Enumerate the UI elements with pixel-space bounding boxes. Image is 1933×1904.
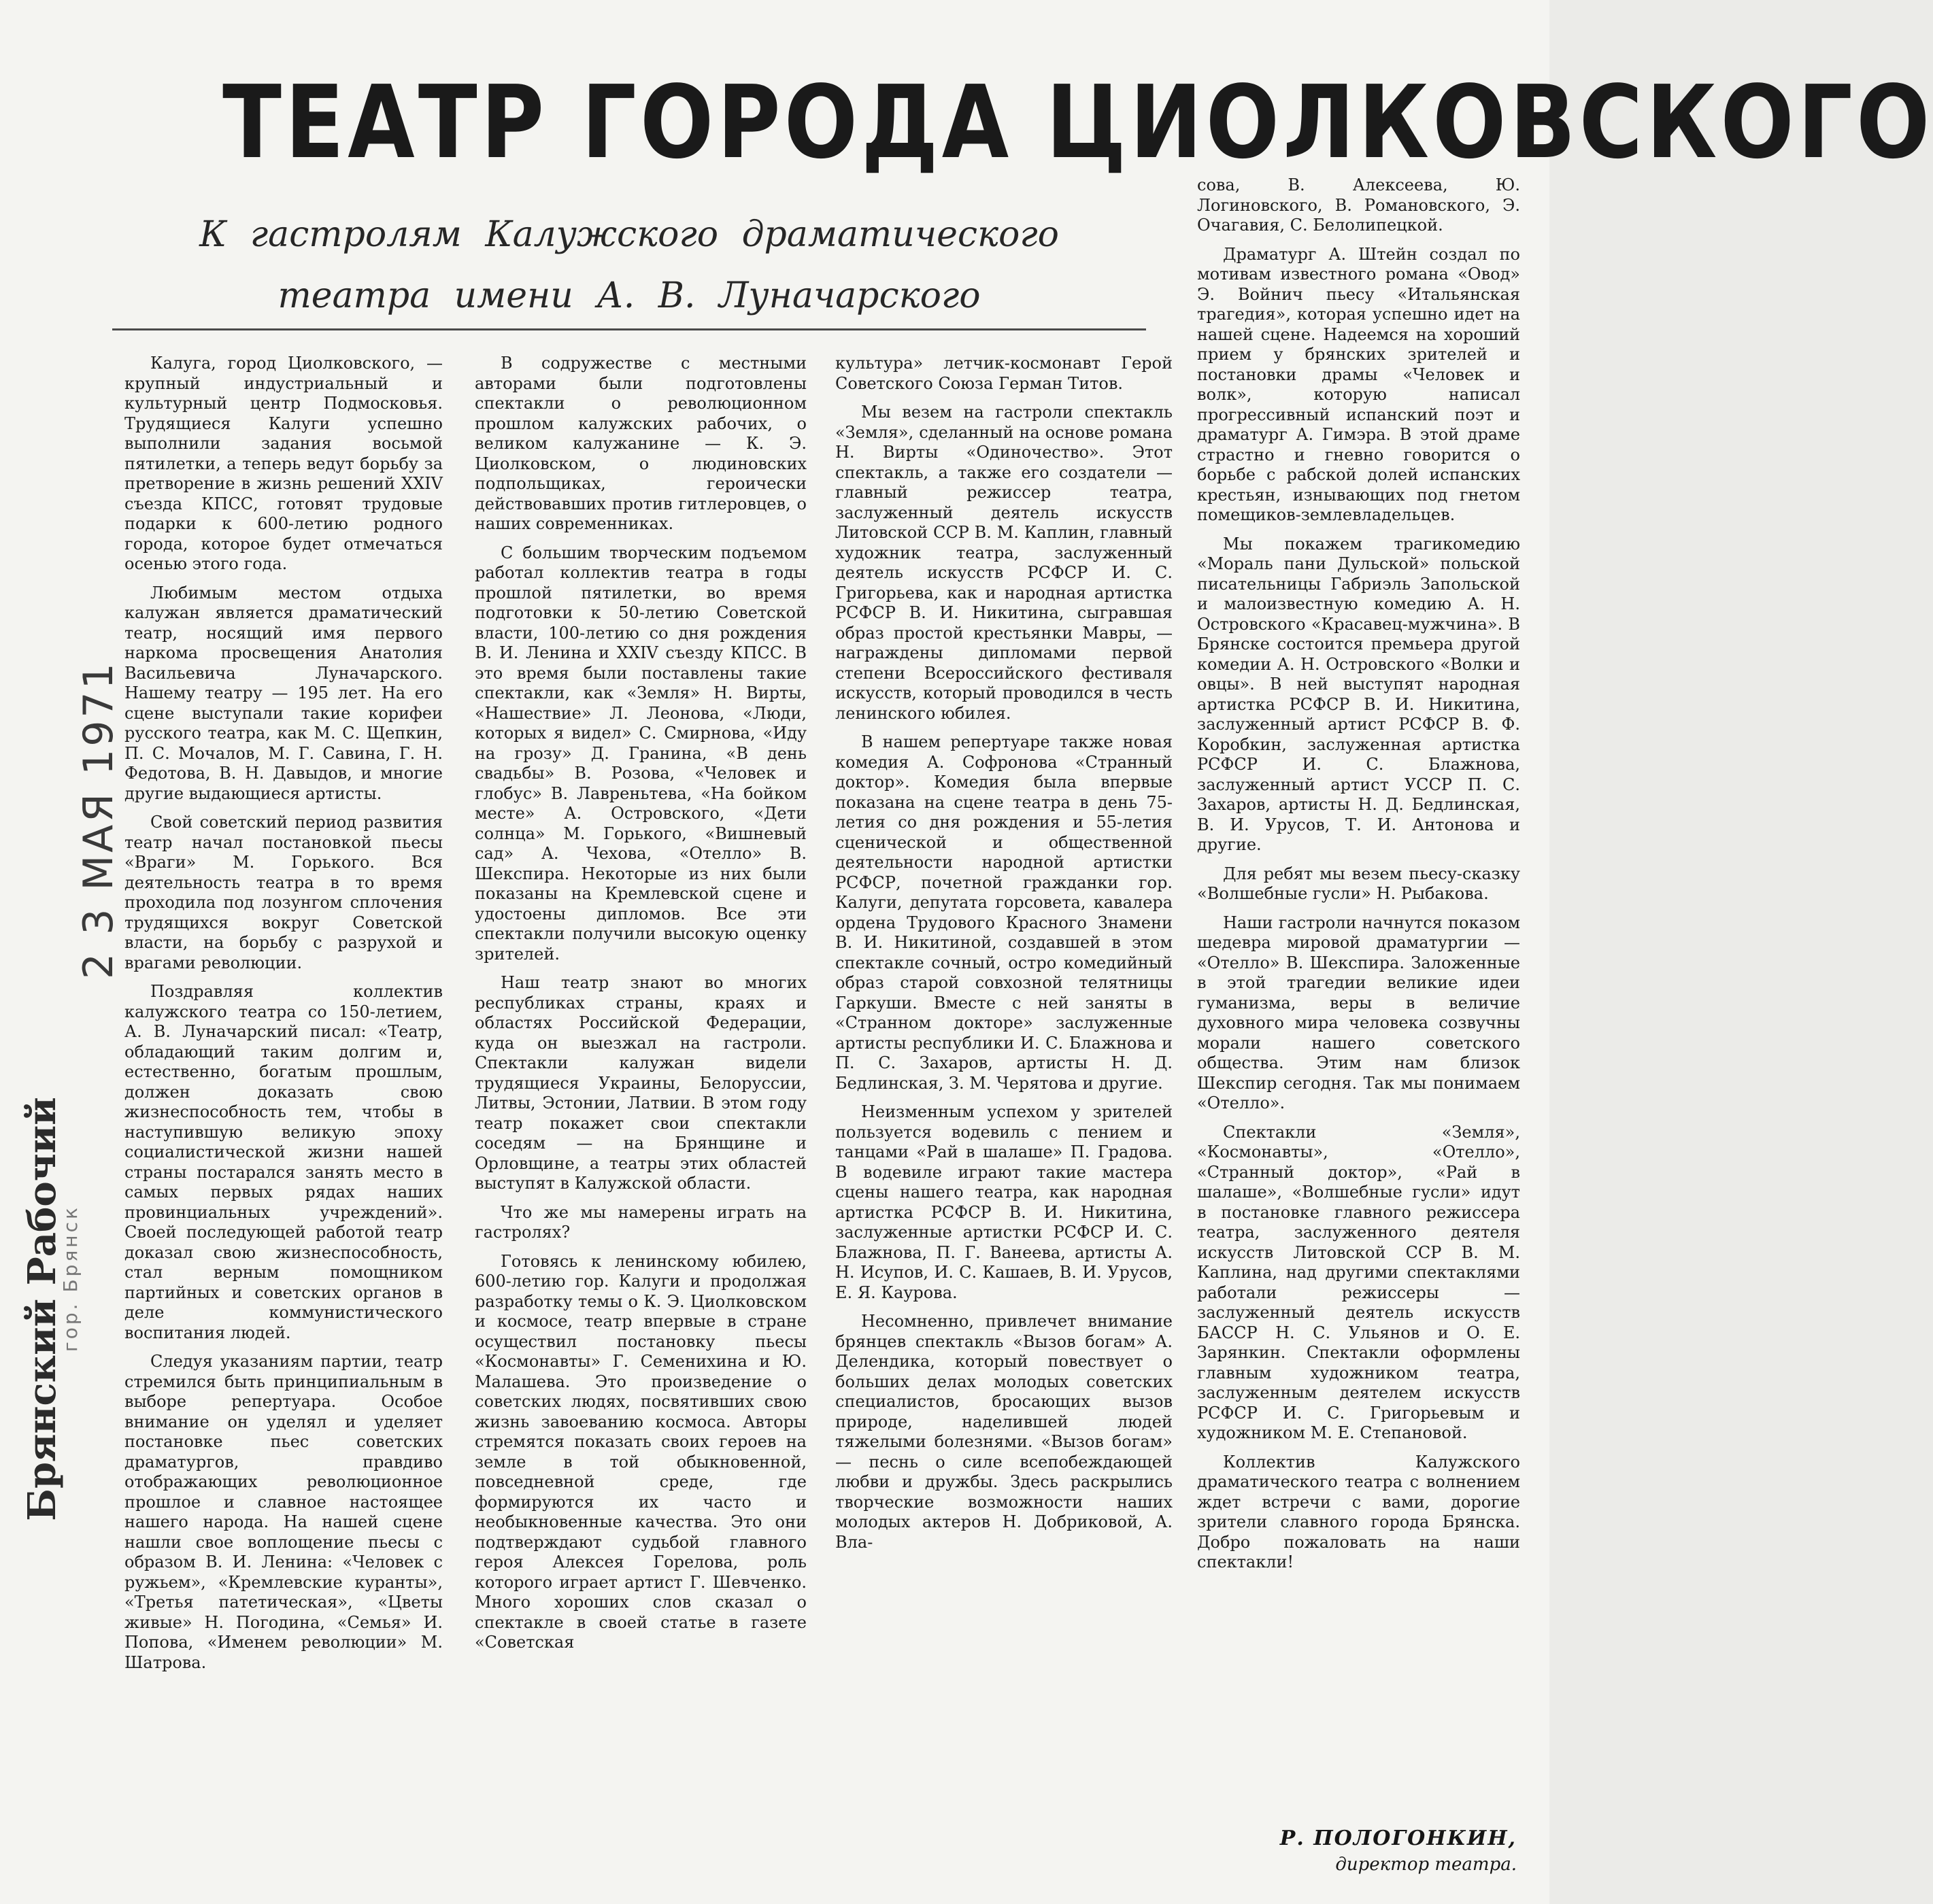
date-stamp: 2 3 МАЯ 1971 <box>75 660 122 979</box>
paragraph: Что же мы намерены играть на гастролях? <box>475 1202 807 1242</box>
paragraph: Свой советский период развития театр начал постановкой пьесы «Враги» М. Горького. Вся деятельность театра в то время проходила под лозунгом сплочения трудящихся вокруг Советской власти, на борьбу с разрухой и врагами революции. <box>124 813 443 972</box>
paragraph: Мы покажем трагикомедию «Мораль пани Дульской» польской писательницы Габриэль Запольской и малоизвестную комедию А. Н. Островского «Красавец-мужчина». В Брянске состоится премьера другой комедии А. Н. Островского «Волки и овцы». В ней выступят народная артистка РСФСР В. И. Никитина, заслуженный артист РСФСР В. Ф. Коробкин, заслуженная артистка РСФСР И. С. Блажнова, заслуженный артист УССР П. С. Захаров, артисты Н. Д. Бедлинская, В. И. Урусов, Т. И. Антонова и другие. <box>1197 534 1520 854</box>
paragraph: Неизменным успехом у зрителей пользуется водевиль с пением и танцами «Рай в шалаше» П. Градова. В водевиле играют такие мастера сцены нашего театра, как народная артистка РСФСР В. И. Никитина, заслуженные артистки РСФСР И. С. Блажнова, П. Г. Ванеева, артисты А. Н. Исупов, И. С. Кашаев, В. И. Урусов, Е. Я. Каурова. <box>835 1102 1173 1302</box>
article-subheading <box>112 204 1146 326</box>
text-column-4 <box>1197 175 1520 1733</box>
author-role: директор театра. <box>1335 1854 1517 1875</box>
author-signature <box>1238 1825 1517 1877</box>
paragraph: Несомненно, привлечет внимание брянцев спектакль «Вызов богам» А. Делендика, который повествует о больших делах молодых советских специалистов, бросающих вызов природе, наделившей людей тяжелыми болезнями. «Вызов богам» — песнь о силе всепобеждающей любви и дружбы. Здесь раскрылись творческие возможности наших молодых актеров Н. Добриковой, А. Вла- <box>835 1312 1173 1552</box>
subheading-line-1: К гастролям Калужского драматического <box>199 214 1059 255</box>
subheading-line-2: театра имени А. В. Луначарского <box>278 275 981 316</box>
paragraph: Любимым местом отдыха калужан является драматический театр, носящий имя первого наркома просвещения Анатолия Васильевича Луначарского. Нашему театру — 195 лет. На его сцене выступали такие корифеи русского театра, как М. С. Щепкин, П. С. Мочалов, М. Г. Савина, Г. Н. Федотова, В. Н. Давыдов, и многие другие выдающиеся артисты. <box>124 583 443 803</box>
newspaper-city: гор. Брянск <box>59 1205 82 1352</box>
paragraph: Следуя указаниям партии, театр стремился быть принципиальным в выборе репертуара. Особое внимание он уделял и уделяет постановке пьес советских драматургов, правдиво отображающих революционное прошлое и славное настоящее нашего народа. На нашей сцене нашли свое воплощение пьесы с образом В. И. Ленина: «Человек с ружьем», «Кремлевские куранты», «Третья патетическая», «Цветы живые» Н. Погодина, «Семья» И. Попова, «Именем революции» М. Шатрова. <box>124 1352 443 1672</box>
subheading-rule <box>112 328 1146 330</box>
paragraph: культура» летчик-космонавт Герой Советского Союза Герман Титов. <box>835 354 1173 393</box>
paragraph: Драматург А. Штейн создал по мотивам известного романа «Овод» Э. Войнич пьесу «Итальянская трагедия», которая успешно идет на нашей сцене. Надеемся на хороший прием у брянских зрителей и постановки драмы «Человек и волк», которую написал прогрессивный испанский поэт и драматург А. Гимэра. В этой драме страстно и гневно говорится о борьбе с рабской долей испанских крестьян, изнывающих под гнетом помещиков-землевладельцев. <box>1197 244 1520 524</box>
paragraph: В нашем репертуаре также новая комедия А. Софронова «Странный доктор». Комедия была впервые показана на сцене театра в день 75-летия со дня рождения и 55-летия сценической и общественной деятельности народной артистки РСФСР, почетной гражданки гор. Калуги, депутата горсовета, кавалера ордена Трудового Красного Знамени В. И. Никитиной, создавшей в этом спектакле сочный, остро комедийный образ старой совхозной телятницы Гаркуши. Вместе с ней заняты в «Странном докторе» заслуженные артисты республики И. С. Блажнова и П. С. Захаров, артисты Н. Д. Бедлинская, З. М. Черятова и другие. <box>835 732 1173 1093</box>
newspaper-name: Брянский Рабочий <box>20 1097 65 1521</box>
paragraph: Поздравляя коллектив калужского театра со 150-летием, А. В. Луначарский писал: «Театр, обладающий таким долгим и, естественно, богатым прошлым, должен доказать свою жизнеспособность тем, чтобы в наступившую великую эпоху социалистической жизни нашей страны постарался занять место в самых первых рядах наших провинциальных учреждений». Своей последующей работой театр доказал свою жизнеспособность, стал верным помощником партийных и советских органов в деле коммунистического воспитания людей. <box>124 982 443 1342</box>
text-column-2 <box>475 354 807 1875</box>
paragraph: С большим творческим подъемом работал коллектив театра в годы прошлой пятилетки, во время подготовки к 50-летию Советской власти, 100-летию со дня рождения В. И. Ленина и XXIV съезду КПСС. В это время были поставлены такие спектакли, как «Земля» Н. Вирты, «Нашествие» Л. Леонова, «Люди, которых я видел» С. Смирнова, «Иду на грозу» Д. Гранина, «В день свадьбы» В. Розова, «Человек и глобус» В. Лавреньтева, «На бойком месте» А. Островского, «Дети солнца» М. Горького, «Вишневый сад» А. Чехова, «Отелло» В. Шекспира. Некоторые из них были показаны на Кремлевской сцене и удостоены дипломов. Все эти спектакли получили высокую оценку зрителей. <box>475 543 807 964</box>
paragraph: В содружестве с местными авторами были подготовлены спектакли о революционном прошлом калужских рабочих, о великом калужанине — К. Э. Циолковском, о людиновских подпольщиках, героически действовавших против гитлеровцев, о наших современниках. <box>475 354 807 533</box>
paragraph: Наши гастроли начнутся показом шедевра мировой драматургии — «Отелло» В. Шекспира. Заложенные в этой трагедии великие идеи гуманизма, веры в величие духовного мира человека созвучны морали нашего советского общества. Этим нам близок Шекспир сегодня. Так мы понимаем «Отелло». <box>1197 913 1520 1112</box>
author-name: Р. ПОЛОГОНКИН, <box>1279 1826 1517 1850</box>
paragraph: Готовясь к ленинскому юбилею, 600-летию гор. Калуги и продолжая разработку темы о К. Э. Циолковском и космосе, театр впервые в стране осуществил постановку пьесы «Космонавты» Г. Семенихина и Ю. Малашева. Это произведение о советских людях, посвятивших свою жизнь завоеванию космоса. Авторы стремятся показать своих героев на земле в той обыкновенной, повседневной среде, где формируются их часто и необыкновенные качества. Это они подтверждают судьбой главного героя Алексея Горелова, роль которого играет артист Г. Шевченко. Много хороших слов сказал о спектакле в своей статье в газете «Советская <box>475 1251 807 1652</box>
paragraph: Коллектив Калужского драматического театра с волнением ждет встречи с вами, дорогие зрители славного города Брянска. Добро пожаловать на наши спектакли! <box>1197 1452 1520 1571</box>
paragraph: Спектакли «Земля», «Космонавты», «Отелло», «Странный доктор», «Рай в шалаше», «Волшебные гусли» идут в постановке главного режиссера театра, заслуженного деятеля искусств Литовской ССР В. М. Каплина, над другими спектаклями работали режиссеры — заслуженный деятель искусств БАССР Н. С. Ульянов и О. Е. Зарянкин. Спектакли оформлены главным художником театра, заслуженным деятелем искусств РСФСР И. С. Григорьевым и художником М. Е. Степановой. <box>1197 1122 1520 1442</box>
paragraph: Калуга, город Циолковского, — крупный индустриальный и культурный центр Подмосковья. Трудящиеся Калуги успешно выполнили задания восьмой пятилетки, а теперь ведут борьбу за претворение в жизнь решений XXIV съезда КПСС, готовят трудовые подарки к 600-летию родного города, которое будет отмечаться осенью этого года. <box>124 354 443 573</box>
paragraph: Мы везем на гастроли спектакль «Земля», сделанный на основе романа Н. Вирты «Одиночество». Этот спектакль, а также его создатели — главный режиссер театра, заслуженный деятель искусств Литовской ССР В. М. Каплин, главный художник театра, заслуженный деятель искусств РСФСР И. С. Григорьева, как и народная артистка РСФСР В. И. Никитина, сыгравшая образ простой крестьянки Мавры, — награждены дипломами первой степени Всероссийского фестиваля искусств, который проводился в честь ленинского юбилея. <box>835 403 1173 723</box>
paragraph: Наш театр знают во многих республиках страны, краях и областях Российской Федерации, куда он выезжал на гастроли. Спектакли калужан видели трудящиеся Украины, Белоруссии, Литвы, Эстонии, Латвии. В этом году театр покажет свои спектакли соседям — на Брянщине и Орловщине, а театры этих областей выступят в Калужской области. <box>475 973 807 1193</box>
paragraph: сова, В. Алексеева, Ю. Логиновского, В. Романовского, Э. Очагавия, С. Белолипецкой. <box>1197 175 1520 235</box>
paragraph: Для ребят мы везем пьесу-сказку «Волшебные гусли» Н. Рыбакова. <box>1197 864 1520 903</box>
text-column-1 <box>124 354 443 1875</box>
article-headline: ТЕАТР ГОРОДА ЦИОЛКОВСКОГО <box>222 64 1933 181</box>
text-column-3 <box>835 354 1173 1875</box>
